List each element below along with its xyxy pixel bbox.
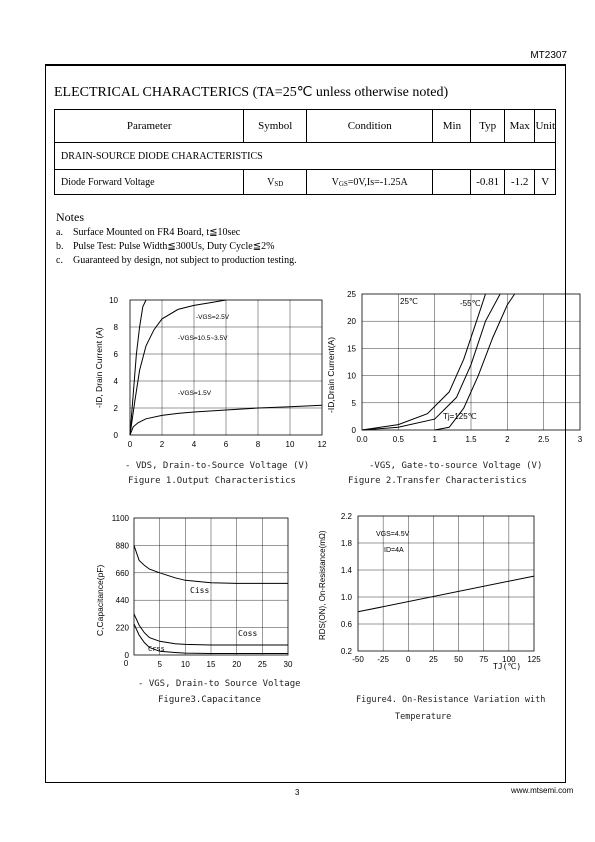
fig3-caption: Figure3.Capacitance bbox=[158, 695, 261, 705]
cell-min bbox=[433, 170, 471, 195]
footer-url: www.mtsemi.com bbox=[511, 786, 574, 795]
x-tick-label: 50 bbox=[454, 655, 464, 664]
cell-max: -1.2 bbox=[504, 170, 535, 195]
series-line-3 bbox=[362, 294, 486, 430]
cell-condition: $V_{GS}=0V,Is=-1.25A$ bbox=[307, 170, 433, 195]
fig2-label-25c: 25℃ bbox=[400, 297, 418, 306]
fig1-label-vgs105: -VGS=10.5~3.5V bbox=[178, 335, 228, 342]
th-min: Min bbox=[433, 110, 471, 143]
table-section-row bbox=[55, 143, 556, 170]
y-tick-label: 440 bbox=[115, 596, 129, 606]
x-tick-label: 10 bbox=[180, 660, 190, 669]
note-item: a. Surface Mounted on FR4 Board, t≦10sec bbox=[56, 227, 241, 238]
y-tick-label: 10 bbox=[347, 371, 356, 381]
y-tick-label: 20 bbox=[347, 317, 356, 327]
y-tick-label: 0 bbox=[124, 651, 129, 660]
x-tick-label: 2.5 bbox=[538, 435, 550, 444]
cell-unit: V bbox=[535, 170, 556, 195]
electrical-table bbox=[54, 109, 556, 195]
x-tick-label: 75 bbox=[479, 655, 489, 664]
section-label: DRAIN-SOURCE DIODE CHARACTERISTICS bbox=[55, 143, 556, 170]
fig4-label-id: ID=4A bbox=[384, 547, 404, 554]
y-tick-label: 0 bbox=[113, 431, 118, 440]
x-tick-label: 2 bbox=[159, 440, 165, 449]
x-tick-label: 0.0 bbox=[356, 435, 368, 444]
page-number: 3 bbox=[295, 788, 300, 797]
fig3-ylabel: C,Capacitance(pF) bbox=[95, 564, 105, 636]
x-tick-label: 1 bbox=[432, 435, 437, 444]
note-item: b. Pulse Test: Pulse Width≦300Us, Duty Cycle≦2% bbox=[56, 241, 275, 252]
y-tick-label: 0.2 bbox=[340, 647, 352, 656]
figure4-chart bbox=[314, 506, 559, 672]
fig4-caption-line2: Temperature bbox=[395, 712, 452, 722]
x-tick-label: 100 bbox=[502, 655, 516, 664]
series-line-1 bbox=[358, 576, 534, 612]
table-header-row bbox=[55, 110, 556, 143]
y-tick-label: 2 bbox=[113, 404, 118, 413]
fig3-label-coss: Coss bbox=[238, 629, 258, 638]
x-tick-label: 0 bbox=[406, 655, 411, 664]
part-number: MT2307 bbox=[530, 50, 567, 61]
notes-title: Notes bbox=[56, 210, 84, 224]
y-tick-label: 8 bbox=[113, 323, 118, 332]
x-tick-label: 0 bbox=[127, 440, 133, 449]
x-tick-label: 6 bbox=[223, 440, 229, 449]
fig4-xlabel: TJ(℃) bbox=[493, 662, 522, 671]
fig3-label-ciss: Ciss bbox=[190, 586, 210, 595]
x-origin-label: 0 bbox=[123, 659, 129, 668]
figure3-chart bbox=[90, 508, 300, 673]
y-tick-label: 4 bbox=[113, 377, 118, 386]
x-tick-label: -25 bbox=[377, 655, 389, 664]
fig1-label-vgs15: -VGS=1.5V bbox=[178, 390, 212, 397]
x-tick-label: 30 bbox=[283, 660, 293, 669]
fig3-label-crss: Crss bbox=[148, 645, 165, 653]
series-line-2 bbox=[435, 294, 515, 430]
x-tick-label: 0.5 bbox=[392, 435, 404, 444]
figure2-chart bbox=[317, 288, 585, 449]
fig4-label-vgs: VGS=4.5V bbox=[376, 531, 410, 538]
fig1-label-vgs25: -VGS=2.5V bbox=[196, 314, 230, 321]
y-tick-label: 10 bbox=[109, 296, 118, 305]
th-typ: Typ bbox=[471, 110, 504, 143]
x-tick-label: 12 bbox=[317, 440, 327, 449]
x-tick-label: 25 bbox=[428, 655, 438, 664]
x-tick-label: 5 bbox=[157, 660, 162, 669]
th-condition: Condition bbox=[307, 110, 433, 143]
y-tick-label: 15 bbox=[347, 344, 356, 354]
table-row bbox=[55, 170, 556, 195]
y-tick-label: 880 bbox=[115, 541, 129, 551]
y-tick-label: 1.8 bbox=[340, 539, 352, 548]
cell-typ: -0.81 bbox=[471, 170, 504, 195]
fig4-ylabel: RDS(ON), On-Resistance(mΩ) bbox=[318, 530, 327, 640]
x-tick-label: 25 bbox=[257, 660, 267, 669]
th-max: Max bbox=[504, 110, 535, 143]
x-tick-label: 2 bbox=[505, 435, 510, 444]
x-tick-label: 15 bbox=[206, 660, 216, 669]
fig1-caption: Figure 1.Output Characteristics bbox=[128, 476, 296, 486]
cell-parameter: Diode Forward Voltage bbox=[55, 170, 244, 195]
x-tick-label: 10 bbox=[285, 440, 295, 449]
section-title: ELECTRICAL CHARACTERICS (TA=25℃ unless otherwise noted) bbox=[54, 85, 449, 100]
y-tick-label: 1100 bbox=[111, 514, 129, 523]
fig2-xlabel: -VGS, Gate-to-source Voltage (V) bbox=[369, 461, 543, 471]
th-unit: Unit bbox=[535, 110, 556, 143]
y-tick-label: 660 bbox=[115, 568, 129, 578]
x-tick-label: 20 bbox=[232, 660, 242, 669]
fig2-label-125c: Tj=125℃ bbox=[443, 412, 477, 421]
x-tick-label: 3 bbox=[577, 435, 583, 444]
th-parameter: Parameter bbox=[55, 110, 244, 143]
x-tick-label: 8 bbox=[255, 440, 261, 449]
cell-symbol: $V_{SD}$ bbox=[244, 170, 307, 195]
note-item: c. Guaranteed by design, not subject to production testing. bbox=[56, 255, 297, 266]
fig4-caption: Figure4. On-Resistance Variation with bbox=[356, 695, 546, 705]
y-tick-label: 220 bbox=[115, 623, 129, 633]
y-tick-label: 2.2 bbox=[340, 512, 352, 521]
x-tick-label: 4 bbox=[191, 440, 197, 449]
x-tick-label: 125 bbox=[527, 655, 541, 664]
y-tick-label: 25 bbox=[347, 290, 356, 299]
fig2-caption: Figure 2.Transfer Characteristics bbox=[348, 476, 527, 486]
fig2-label-55c: -55℃ bbox=[460, 299, 481, 308]
fig2-ylabel: -ID,Drain Current(A) bbox=[326, 336, 336, 413]
fig3-xlabel: - VGS, Drain-to Source Voltage bbox=[138, 679, 301, 689]
y-tick-label: 0.6 bbox=[340, 620, 352, 629]
y-tick-label: 1.0 bbox=[340, 593, 352, 602]
fig1-ylabel: -ID, Drain Current (A) bbox=[94, 327, 104, 408]
y-tick-label: 0 bbox=[351, 426, 356, 435]
x-tick-label: 1.5 bbox=[465, 435, 477, 444]
th-symbol: Symbol bbox=[244, 110, 307, 143]
fig1-xlabel: - VDS, Drain-to-Source Voltage (V) bbox=[125, 461, 310, 471]
y-tick-label: 6 bbox=[113, 350, 118, 359]
y-tick-label: 1.4 bbox=[340, 566, 352, 575]
figure1-chart bbox=[88, 290, 338, 450]
y-tick-label: 5 bbox=[351, 398, 356, 408]
x-tick-label: -50 bbox=[352, 655, 364, 664]
notes bbox=[56, 210, 297, 268]
